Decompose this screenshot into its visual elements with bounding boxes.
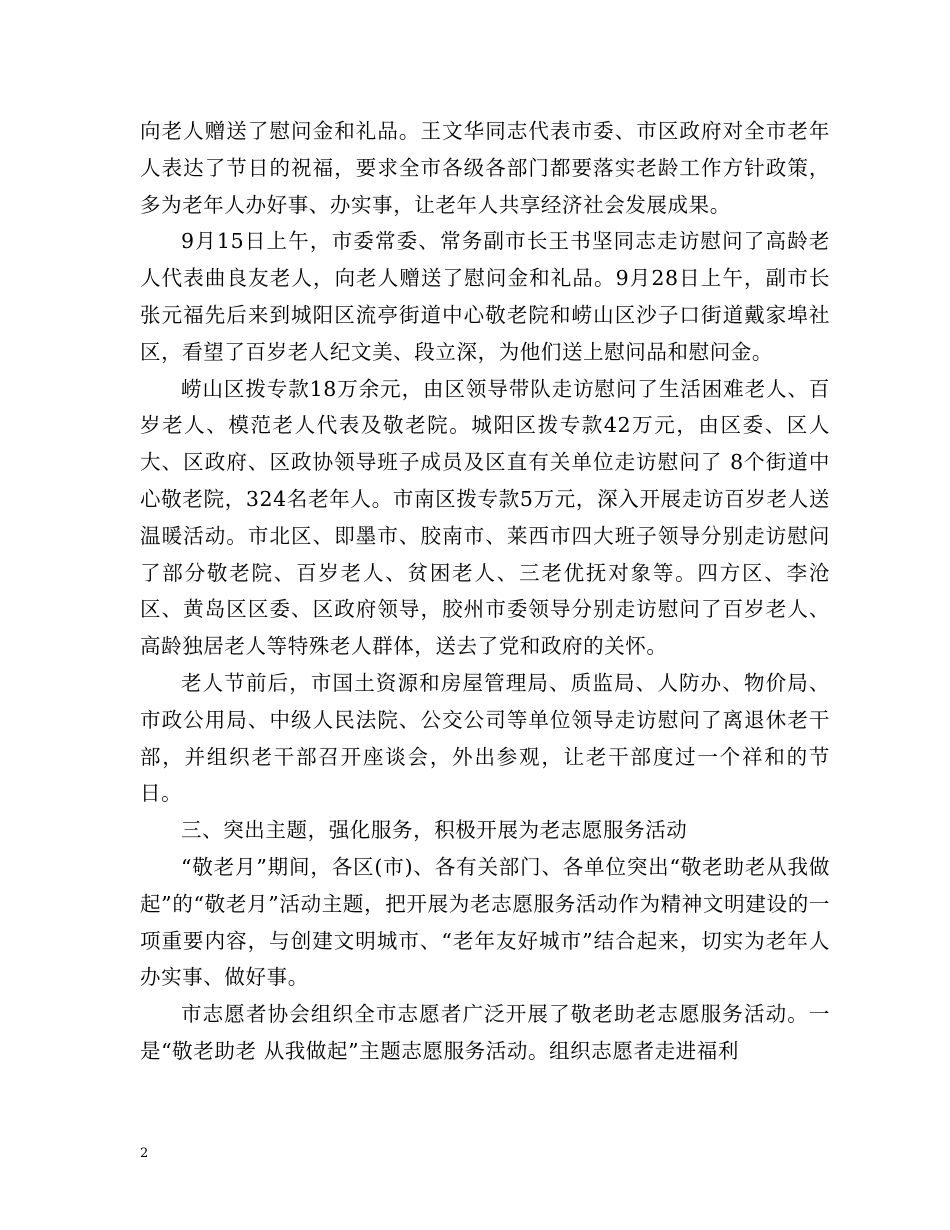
section-heading: 三、突出主题，强化服务，积极开展为老志愿服务活动 xyxy=(181,818,688,843)
paragraph-2: 9月15日上午，市委常委、常务副市长王书坚同志走访慰问了高龄老人代表曲良友老人，向老人赠送了慰问金和礼品。9月28日上午，副市长张元福先后来到城阳区流亭街道中心敬老院和崂山区沙子口街道戴家埠社区，看望了百岁老人纪文美、段立深，为他们送上慰问品和慰问金。 xyxy=(140,229,830,364)
paragraph-5: “敬老月”期间，各区(市)、各有关部门、各单位突出“敬老助老从我做起”的“敬老月”活动主题，把开展为老志愿服务活动作为精神文明建设的一项重要内容，与创建文明城市、“老年友好城市”结合起来，切实为老年人办实事、做好事。 xyxy=(140,854,830,990)
paragraph-3: 崂山区拨专款18万余元，由区领导带队走访慰问了生活困难老人、百岁老人、模范老人代表及敬老院。城阳区拨专款42万元，由区委、区人大、区政府、区政协领导班子成员及区直有关单位走访慰问了 8个街道中心敬老院，324名老年人。市南区拨专款5万元，深入开展走访百岁老人送温暖活动。市北区、即墨市、胶南市、莱西市四大班子领导分别走访慰问了部分敬老院、百岁老人、贫困老人、三老优抚对象等。四方区、李沧区、黄岛区区委、区政府领导，胶州市委领导分别走访慰问了百岁老人、高龄独居老人等特殊老人群体，送去了党和政府的关怀。 xyxy=(140,376,830,659)
body-text xyxy=(140,113,830,1070)
paragraph-4: 老人节前后，市国土资源和房屋管理局、质监局、人防办、物价局、市政公用局、中级人民法院、公交公司等单位领导走访慰问了离退休老干部，并组织老干部召开座谈会，外出参观，让老干部度过一个祥和的节日。 xyxy=(140,670,830,806)
paragraph-1: 向老人赠送了慰问金和礼品。王文华同志代表市委、市区政府对全市老年人表达了节日的祝福，要求全市各级各部门都要落实老龄工作方针政策，多为老年人办好事、办实事，让老年人共享经济社会发展成果。 xyxy=(140,119,830,217)
paragraph-6: 市志愿者协会组织全市志愿者广泛开展了敬老助老志愿服务活动。一是“敬老助老 从我做起”主题志愿服务活动。组织志愿者走进福利 xyxy=(140,1002,830,1063)
page-number: 2 xyxy=(140,1146,149,1161)
